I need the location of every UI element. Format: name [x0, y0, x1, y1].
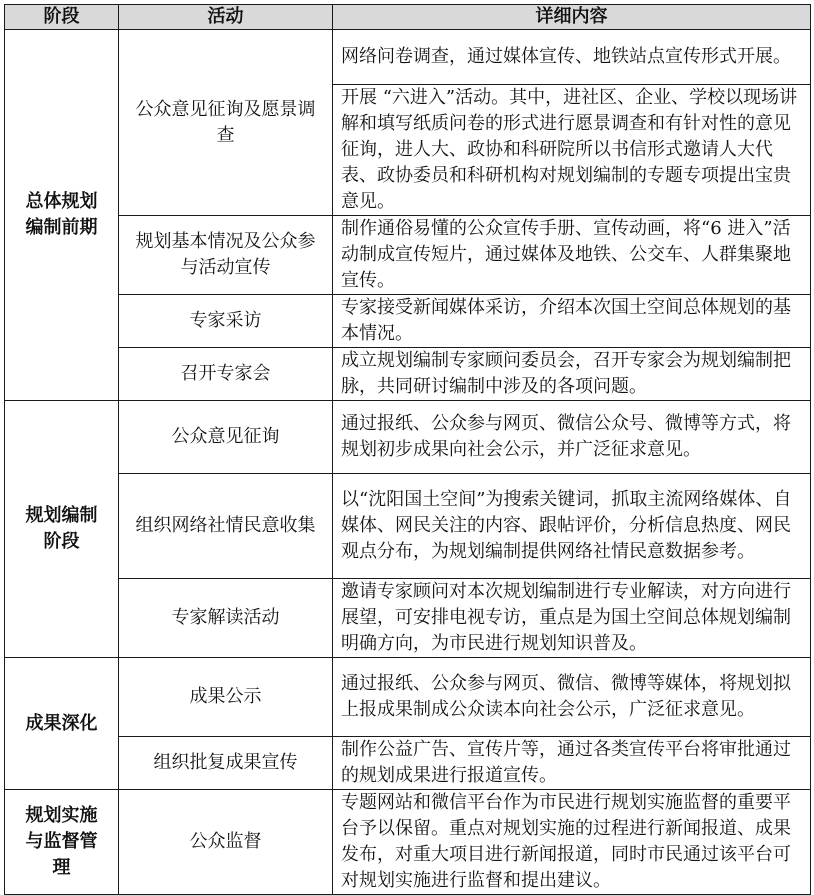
detail-cell: 制作公益广告、宣传片等，通过各类宣传平台将审批通过的规划成果进行报道宣传。 [333, 737, 811, 790]
header-detail: 详细内容 [333, 5, 811, 30]
activity-cell: 成果公示 [119, 658, 333, 737]
detail-cell: 通过报纸、公众参与网页、微信公众号、微博等方式，将规划初步成果向社会公示，并广泛征求意见。 [333, 401, 811, 474]
table-row [5, 658, 811, 737]
stage-cell: 成果深化 [5, 658, 119, 790]
activity-cell: 公众意见征询 [119, 401, 333, 474]
stage-cell: 总体规划编制前期 [5, 30, 119, 401]
detail-cell: 制作通俗易懂的公众宣传手册、宣传动画，将“6 进入”活动制成宣传短片，通过媒体及地铁、公交车、人群集聚地宣传。 [333, 216, 811, 295]
table-row [5, 30, 811, 85]
activity-cell: 组织网络社情民意收集 [119, 474, 333, 579]
detail-cell: 通过报纸、公众参与网页、微信、微博等媒体，将规划拟上报成果制成公众读本向社会公示，广泛征求意见。 [333, 658, 811, 737]
activity-cell: 规划基本情况及公众参与活动宣传 [119, 216, 333, 295]
header-stage: 阶段 [5, 5, 119, 30]
table-row [5, 474, 811, 579]
detail-cell: 成立规划编制专家顾问委员会，召开专家会为规划编制把脉，共同研讨编制中涉及的各项问题。 [333, 348, 811, 401]
detail-cell: 专家接受新闻媒体采访，介绍本次国土空间总体规划的基本情况。 [333, 295, 811, 348]
header-row [5, 5, 811, 30]
detail-cell: 邀请专家顾问对本次规划编制进行专业解读，对方向进行展望，可安排电视专访，重点是为国土空间总体规划编制明确方向，为市民进行规划知识普及。 [333, 579, 811, 658]
table-row [5, 737, 811, 790]
activity-cell: 公众监督 [119, 790, 333, 895]
header-activity: 活动 [119, 5, 333, 30]
detail-cell: 开展 “六进入”活动。其中，进社区、企业、学校以现场讲解和填写纸质问卷的形式进行愿景调查和有针对性的意见征询，进人大、政协和科研院所以书信形式邀请人大代表、政协委员和科研机构对规划编制的专题专项提出宝贵意见。 [333, 85, 811, 216]
table-row [5, 579, 811, 658]
activity-cell: 组织批复成果宣传 [119, 737, 333, 790]
activity-cell: 专家采访 [119, 295, 333, 348]
activity-cell: 召开专家会 [119, 348, 333, 401]
table-row [5, 790, 811, 895]
activity-cell: 专家解读活动 [119, 579, 333, 658]
table-row [5, 401, 811, 474]
stage-cell: 规划编制阶段 [5, 401, 119, 658]
plan-table [4, 4, 811, 895]
table-row [5, 348, 811, 401]
detail-cell: 以“沈阳国土空间”为搜索关键词，抓取主流网络媒体、自媒体、网民关注的内容、跟帖评价，分析信息热度、网民观点分布，为规划编制提供网络社情民意数据参考。 [333, 474, 811, 579]
activity-cell: 公众意见征询及愿景调查 [119, 30, 333, 216]
table-row [5, 216, 811, 295]
stage-cell: 规划实施与监督管理 [5, 790, 119, 895]
detail-cell: 网络问卷调查，通过媒体宣传、地铁站点宣传形式开展。 [333, 30, 811, 85]
detail-cell: 专题网站和微信平台作为市民进行规划实施监督的重要平台予以保留。重点对规划实施的过程进行新闻报道、成果发布，对重大项目进行新闻报道，同时市民通过该平台可对规划实施进行监督和提出建议。 [333, 790, 811, 895]
table-row [5, 295, 811, 348]
